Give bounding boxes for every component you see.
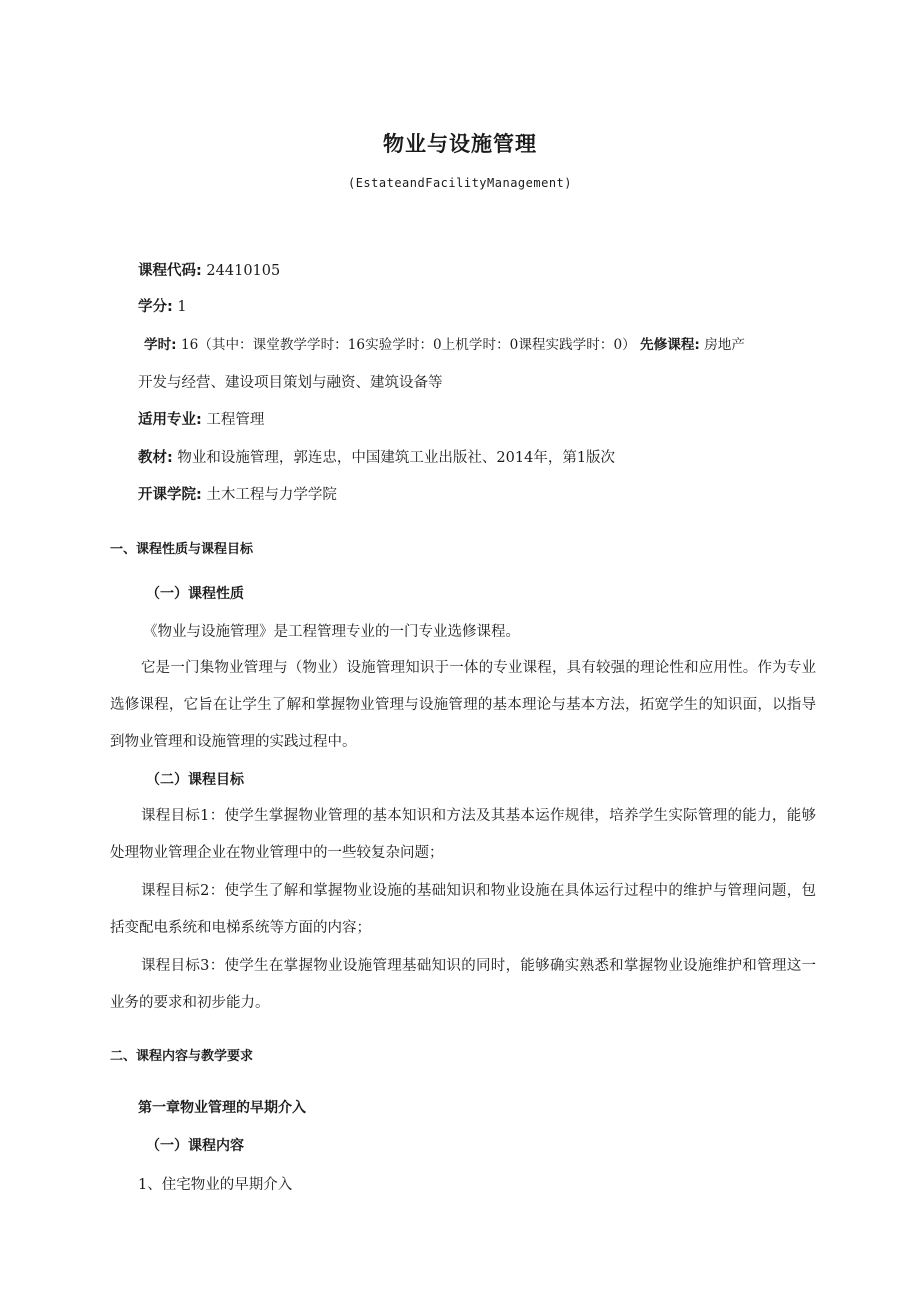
textbook-line (138, 448, 615, 468)
credit-value: 1 (177, 299, 187, 315)
hours-label: 学时: (144, 337, 177, 353)
course-code-line (138, 261, 280, 281)
major-line (138, 410, 264, 430)
course-code-label: 课程代码: (138, 263, 202, 279)
prereq-continuation-line (138, 373, 443, 393)
page-subtitle: (EstateandFacilityManagement) (347, 176, 572, 190)
major-value: 工程管理 (206, 412, 265, 428)
goal-2: 课程目标2：使学生了解和掌握物业设施的基础知识和物业设施在具体运行过程中的维护与管理问题，包括变配电系统和电梯系统等方面的内容； (110, 883, 816, 936)
chapter1-content-heading: （一）课程内容 (146, 1138, 244, 1154)
college-line (138, 485, 337, 505)
goal-3: 课程目标3：使学生在掌握物业设施管理基础知识的同时，能够确实熟悉和掌握物业设施维护和管理这一业务的要求和初步能力。 (110, 958, 816, 1011)
college-label: 开课学院: (138, 487, 202, 503)
credit-line (138, 297, 187, 317)
nature-heading: （一）课程性质 (146, 586, 244, 602)
textbook-label: 教材: (138, 450, 173, 466)
course-code-value: 24410105 (206, 263, 281, 279)
textbook-value: 物业和设施管理，郭连忠，中国建筑工业出版社、2014年，第1版次 (177, 450, 616, 466)
section2-heading: 二、课程内容与教学要求 (110, 1049, 254, 1064)
major-label: 适用专业: (138, 412, 202, 428)
chapter1-heading: 第一章物业管理的早期介入 (138, 1100, 306, 1116)
college-value: 土木工程与力学学院 (206, 487, 337, 503)
nature-paragraph-1: 《物业与设施管理》是工程管理专业的一门专业选修课程。 (143, 624, 520, 640)
hours-line (144, 335, 745, 355)
content-item-1: 1、住宅物业的早期介入 (138, 1177, 293, 1193)
prereq-label: 先修课程: (640, 337, 700, 353)
hours-value: 16（其中：课堂教学学时：16实验学时：0上机学时：0课程实践学时：0） (180, 337, 636, 353)
goal-1: 课程目标1：使学生掌握物业管理的基本知识和方法及其基本运作规律，培养学生实际管理的能力，能够处理物业管理企业在物业管理中的一些较复杂问题； (110, 808, 816, 861)
nature-paragraph-2: 它是一门集物业管理与（物业）设施管理知识于一体的专业课程，具有较强的理论性和应用性。作为专业选修课程，它旨在让学生了解和掌握物业管理与设施管理的基本理论与基本方法，拓宽学生的知识面，以指导到物业管理和设施管理的实践过程中。 (110, 660, 816, 750)
page-title: 物业与设施管理 (383, 132, 537, 156)
prereq-value-line2: 开发与经营、建设项目策划与融资、建筑设备等 (138, 375, 443, 391)
credit-label: 学分: (138, 299, 173, 315)
prereq-value-line1: 房地产 (704, 337, 745, 353)
section1-heading: 一、课程性质与课程目标 (110, 542, 254, 557)
goals-heading: （二）课程目标 (146, 772, 244, 788)
